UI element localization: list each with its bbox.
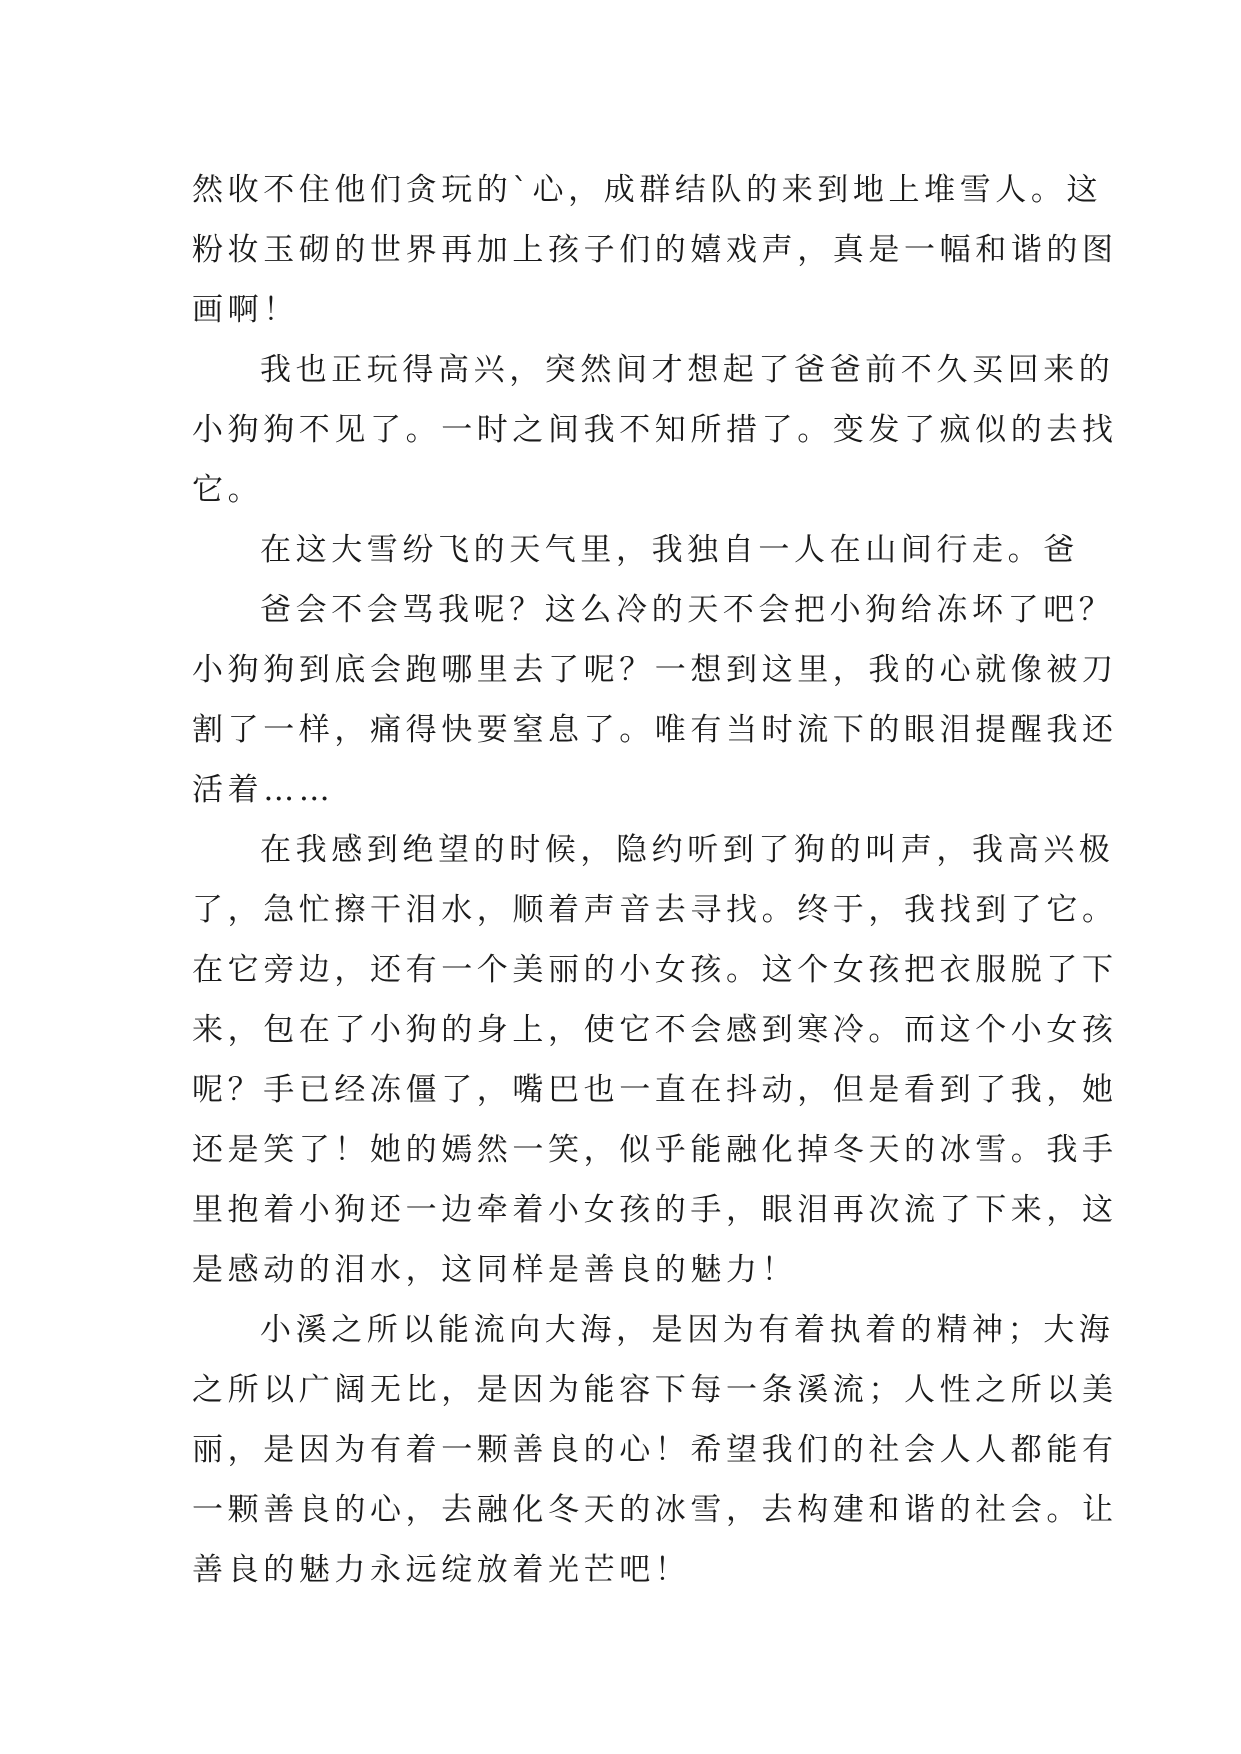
text-line: 我也正玩得高兴，突然间才想起了爸爸前不久买回来的: [260, 352, 1115, 388]
text-line: 活着……: [192, 772, 335, 808]
text-line: 是感动的泪水，这同样是善良的魅力！: [192, 1252, 798, 1288]
text-line: 呢？手已经冻僵了，嘴巴也一直在抖动，但是看到了我，她: [192, 1072, 1118, 1108]
text-line: 画啊！: [192, 292, 299, 328]
text-line: 在这大雪纷飞的天气里，我独自一人在山间行走。爸: [260, 532, 1079, 568]
text-line: 粉妆玉砌的世界再加上孩子们的嬉戏声，真是一幅和谐的图: [192, 232, 1118, 268]
text-line: 小狗狗不见了。一时之间我不知所措了。变发了疯似的去找: [192, 412, 1118, 448]
text-line: 小溪之所以能流向大海，是因为有着执着的精神；大海: [260, 1312, 1115, 1348]
text-line: 在它旁边，还有一个美丽的小女孩。这个女孩把衣服脱了下: [192, 952, 1118, 988]
text-line: 善良的魅力永远绽放着光芒吧！: [192, 1552, 691, 1588]
text-line: 还是笑了！她的嫣然一笑，似乎能融化掉冬天的冰雪。我手: [192, 1132, 1118, 1168]
text-line: 然收不住他们贪玩的`心，成群结队的来到地上堆雪人。这: [192, 172, 1103, 208]
text-line: 爸会不会骂我呢？这么冷的天不会把小狗给冻坏了吧？: [260, 592, 1115, 628]
text-line: 小狗狗到底会跑哪里去了呢？一想到这里，我的心就像被刀: [192, 652, 1118, 688]
text-line: 在我感到绝望的时候，隐约听到了狗的叫声，我高兴极: [260, 832, 1115, 868]
text-line: 来，包在了小狗的身上，使它不会感到寒冷。而这个小女孩: [192, 1012, 1118, 1048]
text-line: 割了一样，痛得快要窒息了。唯有当时流下的眼泪提醒我还: [192, 712, 1118, 748]
text-line: 了，急忙擦干泪水，顺着声音去寻找。终于，我找到了它。: [192, 892, 1118, 928]
essay-text: [192, 160, 1118, 1600]
text-line: 之所以广阔无比，是因为能容下每一条溪流；人性之所以美: [192, 1372, 1118, 1408]
text-line: 丽，是因为有着一颗善良的心！希望我们的社会人人都能有: [192, 1432, 1118, 1468]
text-line: 它。: [192, 472, 264, 508]
text-line: 里抱着小狗还一边牵着小女孩的手，眼泪再次流了下来，这: [192, 1192, 1118, 1228]
text-line: 一颗善良的心，去融化冬天的冰雪，去构建和谐的社会。让: [192, 1492, 1118, 1528]
